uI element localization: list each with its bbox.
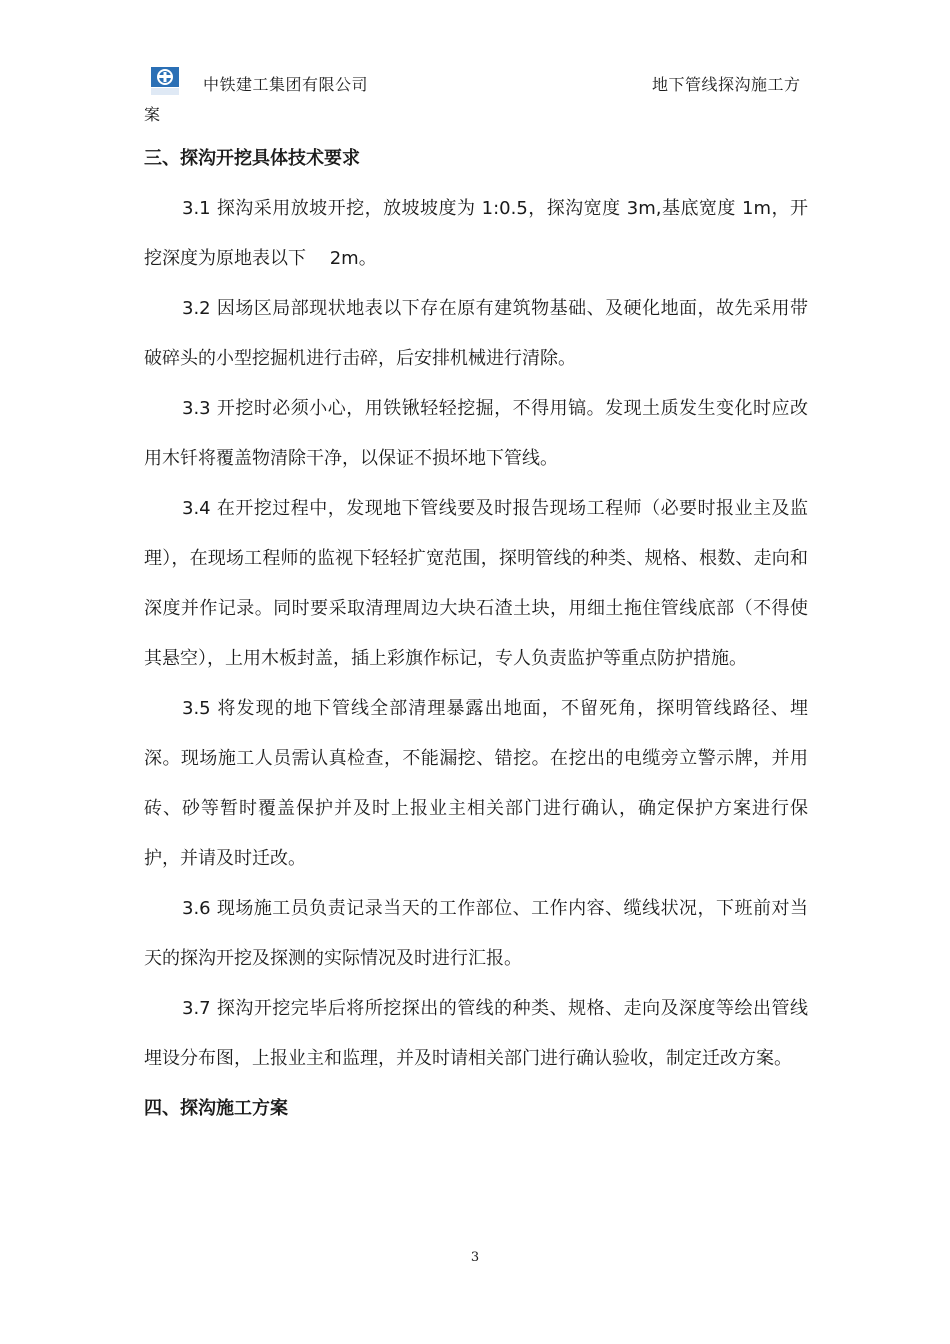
header-divider (144, 126, 806, 127)
section-heading-3: 三、探沟开挖具体技术要求 (144, 148, 360, 169)
paragraph-3-3: 3.3 开挖时必须小心，用铁锹轻轻挖掘，不得用镐。发现土质发生变化时应改用木钎将覆盖物清除干净，以保证不损坏地下管线。 (144, 398, 808, 469)
company-logo (150, 66, 180, 96)
paragraph-3-1: 3.1 探沟采用放坡开挖，放坡坡度为 1:0.5，探沟宽度 3m,基底宽度 1m，开挖深度为原地表以下 2m。 (144, 198, 808, 269)
paragraph-3-6: 3.6 现场施工员负责记录当天的工作部位、工作内容、缆线状况，下班前对当天的探沟开挖及探测的实际情况及时进行汇报。 (144, 898, 808, 969)
page-number: 3 (470, 1250, 480, 1265)
crec-logo-icon (150, 66, 180, 96)
header-doc-title: 地下管线探沟施工方 (652, 75, 801, 94)
paragraph-3-5: 3.5 将发现的地下管线全部清理暴露出地面，不留死角，探明管线路径、埋深。现场施工人员需认真检查，不能漏挖、错挖。在挖出的电缆旁立警示牌，并用砖、砂等暂时覆盖保护并及时上报业主相关部门进行确认，确定保护方案进行保护，并请及时迁改。 (144, 698, 808, 869)
paragraph-3-7: 3.7 探沟开挖完毕后将所挖探出的管线的种类、规格、走向及深度等绘出管线埋设分布图，上报业主和监理，并及时请相关部门进行确认验收，制定迁改方案。 (144, 998, 808, 1069)
paragraph-3-2: 3.2 因场区局部现状地表以下存在原有建筑物基础、及硬化地面，故先采用带破碎头的小型挖掘机进行击碎，后安排机械进行清除。 (144, 298, 808, 369)
header-company-name: 中铁建工集团有限公司 (203, 75, 369, 94)
header-doc-title-wrap: 案 (144, 105, 161, 124)
section-heading-4: 四、探沟施工方案 (144, 1098, 288, 1119)
document-body (144, 134, 808, 1134)
paragraph-3-4: 3.4 在开挖过程中，发现地下管线要及时报告现场工程师（必要时报业主及监理），在现场工程师的监视下轻轻扩宽范围，探明管线的种类、规格、根数、走向和深度并作记录。同时要采取清理周边大块石渣土块，用细土拖住管线底部（不得使其悬空），上用木板封盖，插上彩旗作标记，专人负责监护等重点防护措施。 (144, 498, 808, 669)
